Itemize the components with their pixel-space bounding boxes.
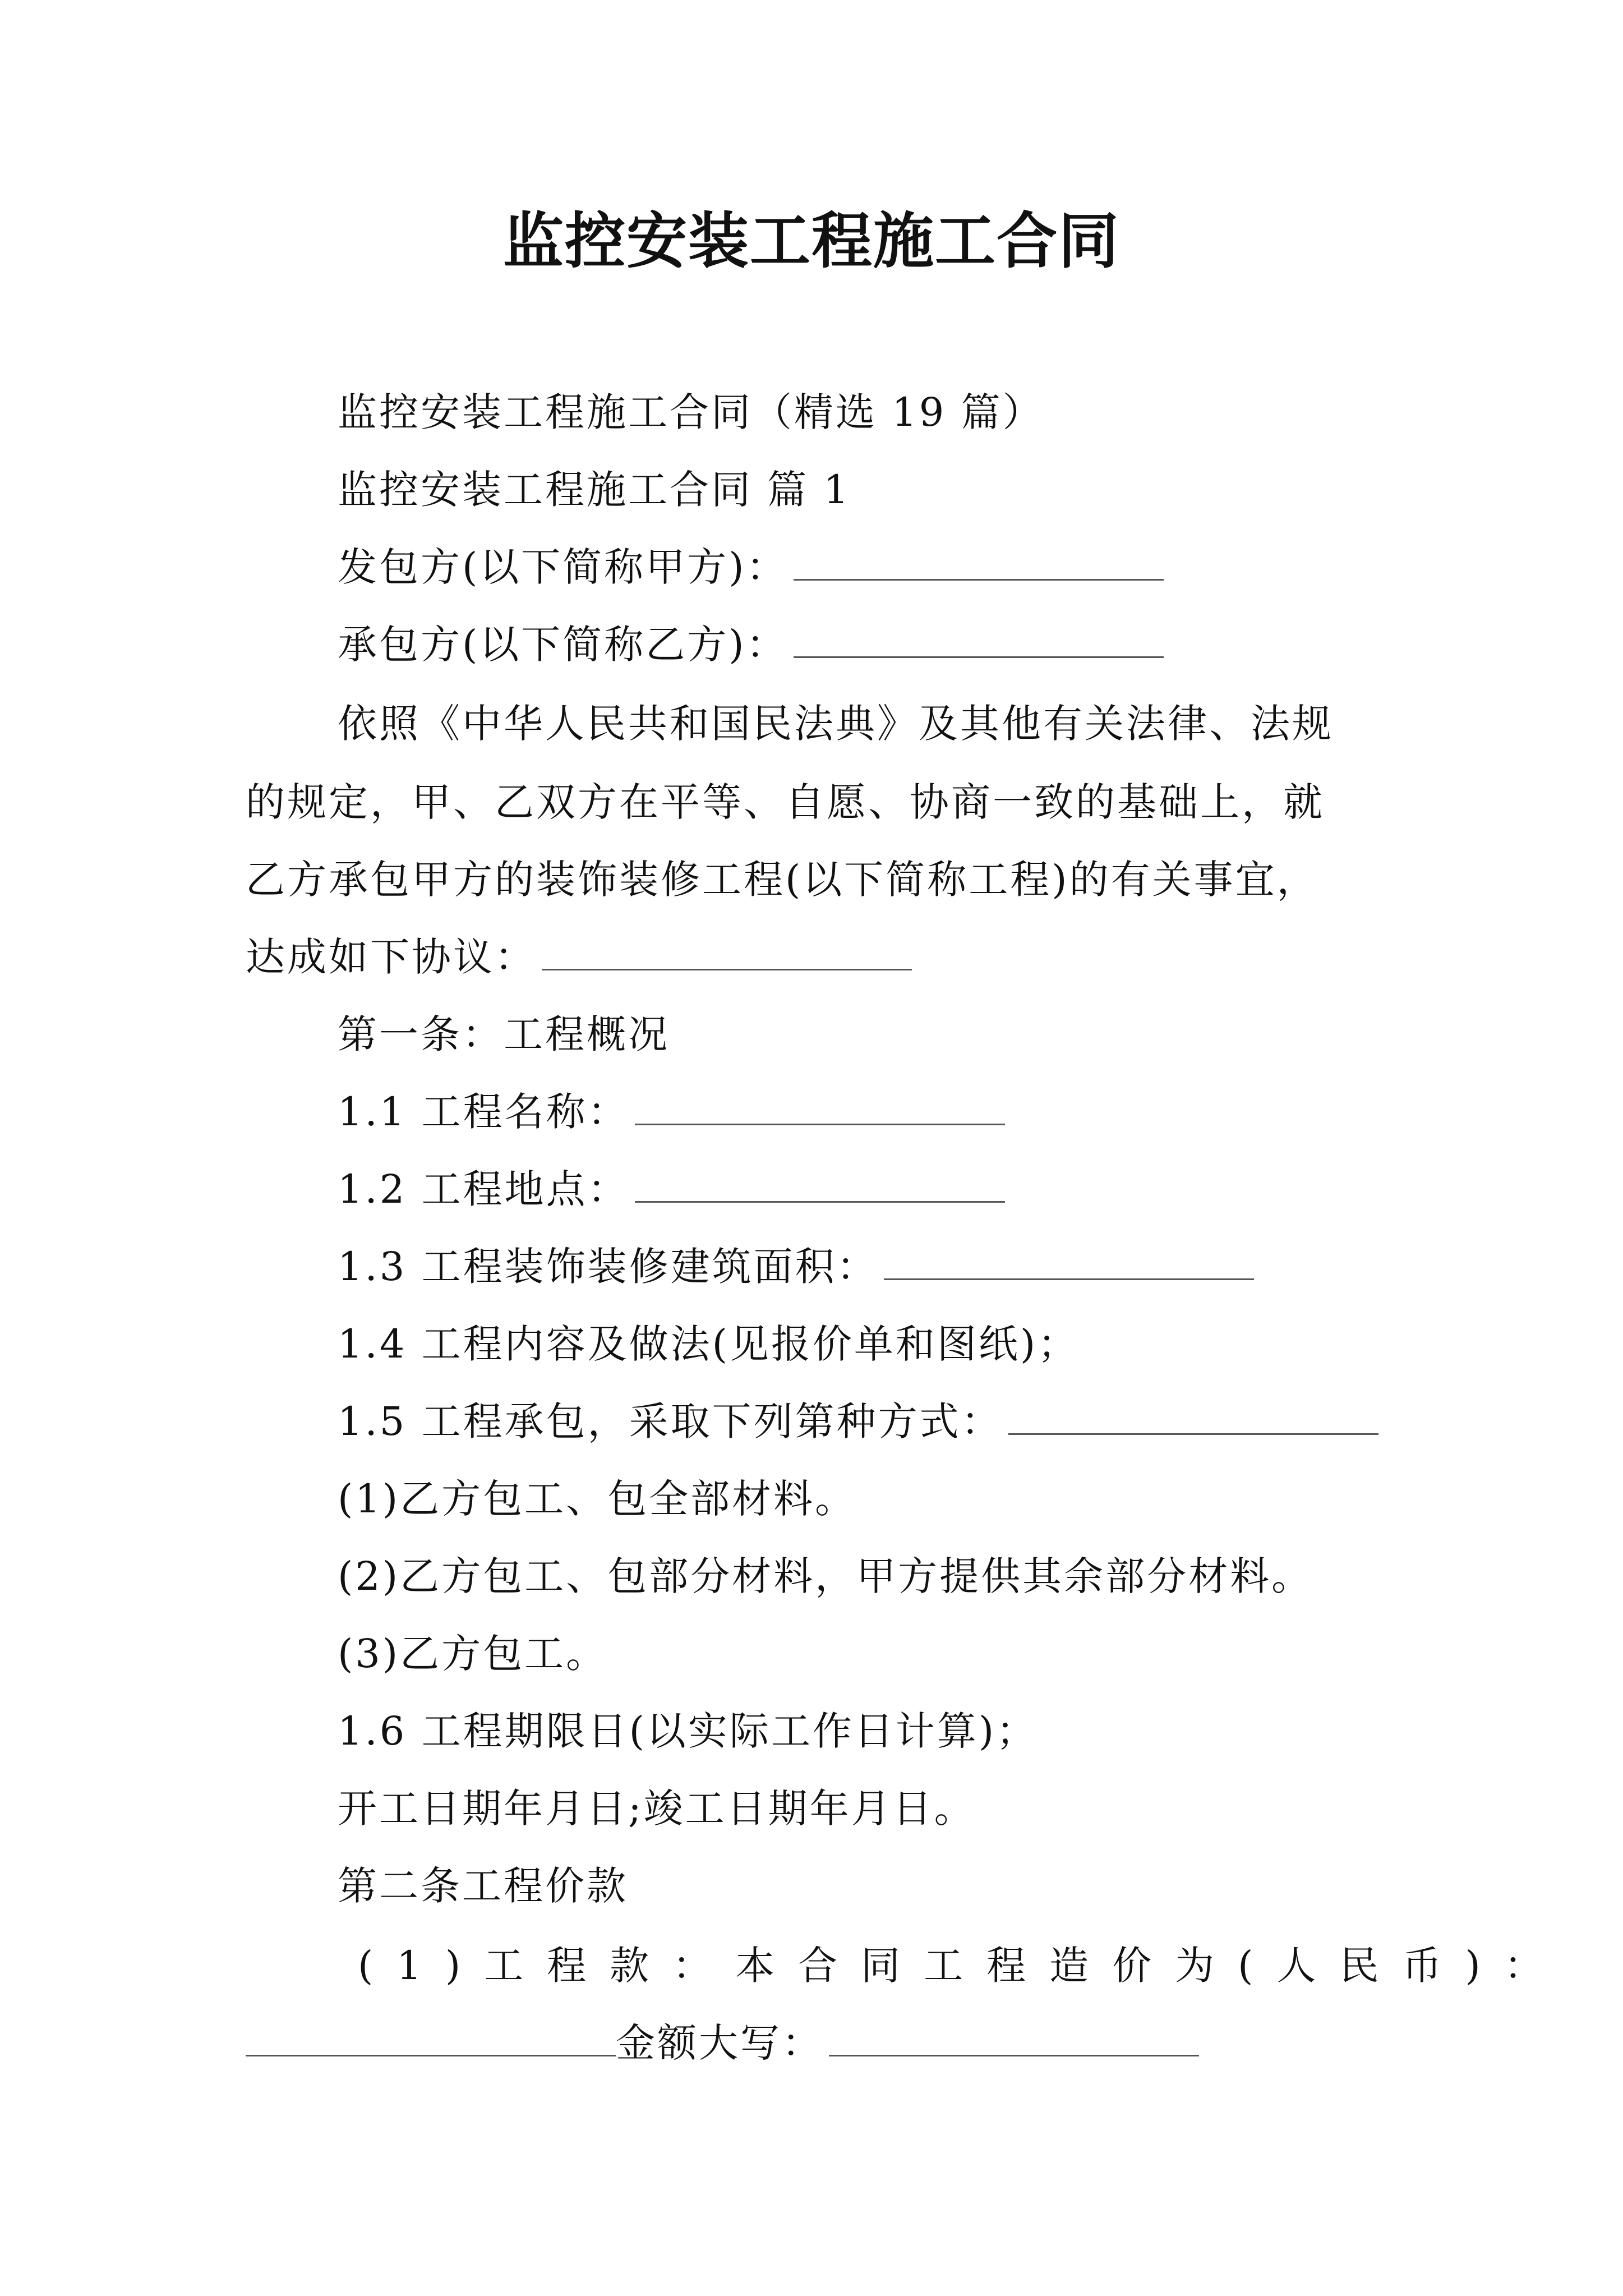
item-1-5-label: 1.5 工程承包，采取下列第种方式： [338,1398,1003,1444]
intro-line-4 [246,929,912,985]
party-a-label: 发包方(以下简称甲方)： [338,544,788,590]
price-line [358,1938,1567,1994]
item-1-5-line [338,1393,1378,1450]
contract-mode-blank [1008,1394,1378,1435]
option-1: (1)乙方包工、包全部材料。 [338,1476,857,1522]
floor-area-blank [884,1239,1254,1280]
party-a-blank [794,540,1164,581]
amount-label: 金额大写： [616,2020,823,2066]
intro-line-3: 乙方承包甲方的装饰装修工程(以下简称工程)的有关事宜， [246,857,1318,903]
item-1-2-line [338,1161,1005,1217]
party-a-line [338,539,1164,595]
item-1-3-label: 1.3 工程装饰装修建筑面积： [338,1244,878,1290]
price-line-text: (1)工程款：本合同工程造价为(人民币)： [358,1943,1567,1989]
item-1-4: 1.4 工程内容及做法(见报价单和图纸)； [338,1321,1080,1367]
project-location-blank [635,1162,1005,1203]
amount-number-blank [246,2016,616,2056]
item-1-1-line [338,1084,1005,1140]
agreement-blank [542,930,912,970]
article-1-heading: 第一条：工程概况 [338,1011,670,1057]
chapter-heading: 监控安装工程施工合同 篇 1 [338,467,851,513]
intro-line-1: 依照《中华人民共和国民法典》及其他有关法律、法规 [338,701,1334,747]
amount-line [246,2015,1199,2071]
project-name-blank [635,1084,1005,1125]
option-3: (3)乙方包工。 [338,1631,608,1677]
dates-line: 开工日期年月日;竣工日期年月日。 [338,1786,976,1832]
party-b-line [338,616,1164,673]
item-1-3-line [338,1239,1254,1295]
intro-line-2: 的规定，甲、乙双方在平等、自愿、协商一致的基础上，就 [246,779,1325,825]
party-b-blank [794,617,1164,658]
intro-line-4-text: 达成如下协议： [246,934,536,980]
amount-words-blank [829,2016,1199,2056]
subtitle: 监控安装工程施工合同（精选 19 篇） [338,389,1044,435]
document-title: 监控安装工程施工合同 [502,206,1120,277]
item-1-2-label: 1.2 工程地点： [338,1166,629,1212]
party-b-label: 承包方(以下简称乙方)： [338,622,788,668]
article-2-heading: 第二条工程价款 [338,1863,628,1909]
item-1-6: 1.6 工程期限日(以实际工作日计算)； [338,1708,1038,1754]
option-2: (2)乙方包工、包部分材料，甲方提供其余部分材料。 [338,1553,1313,1599]
item-1-1-label: 1.1 工程名称： [338,1089,629,1135]
